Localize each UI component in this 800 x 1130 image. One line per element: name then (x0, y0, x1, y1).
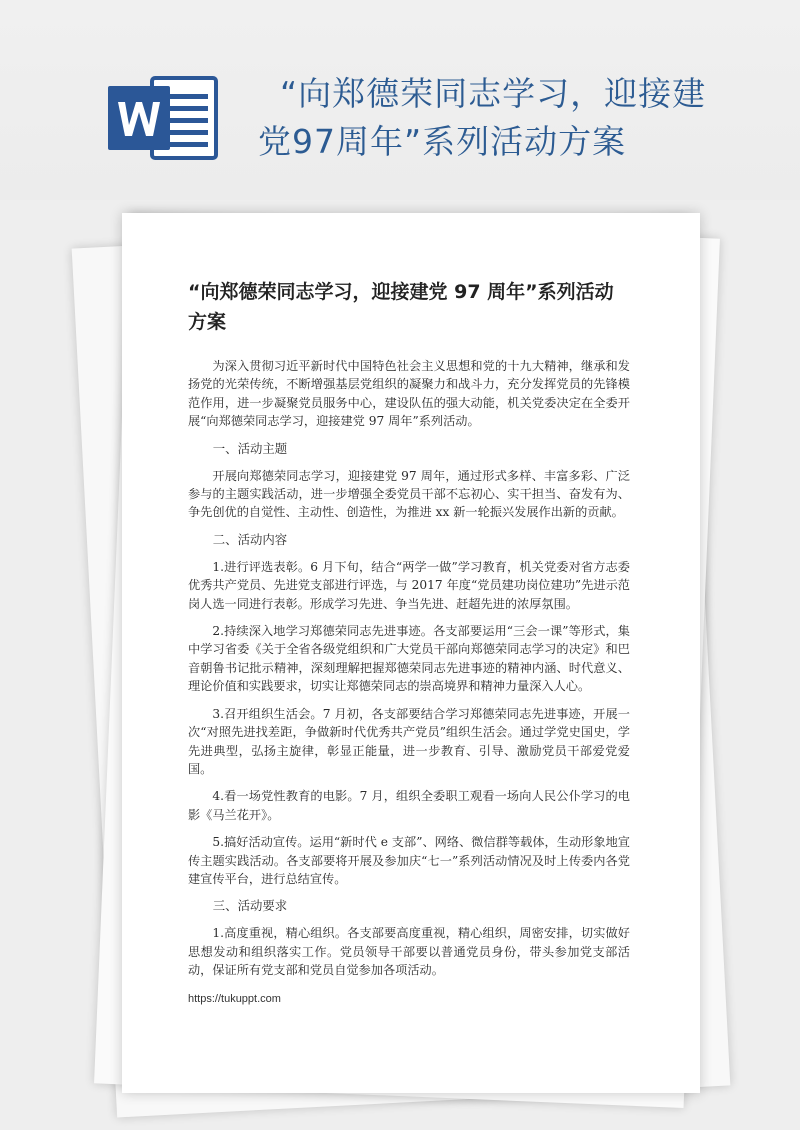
document-title: “向郑德荣同志学习，迎接建党 97 周年”系列活动方案 (188, 281, 614, 333)
header-banner (0, 0, 800, 200)
section-1-body: 开展向郑德荣同志学习，迎接建党 97 周年，通过形式多样、丰富多彩、广泛参与的主题实践活动，进一步增强全委党员干部不忘初心、实干担当、奋发有为、争先创优的自觉性、主动性、创造性，为推进 xx 新一轮振兴发展作出新的贡献。 (188, 468, 630, 520)
content-item-4: 4.看一场党性教育的电影。7 月，组织全委职工观看一场向人民公仆学习的电影《马兰花开》。 (188, 789, 630, 822)
section-1-heading: 一、活动主题 (212, 440, 288, 456)
content-item-1: 1.进行评选表彰。6 月下旬，结合“两学一做”学习教育，机关党委对省方志委优秀共产党员、先进党支部进行评选，与 2017 年度“党员建功岗位建功”先进示范岗人选一同进行表彰。形成学习先进、争当先进、赶超先进的浓厚氛围。 (188, 559, 630, 611)
header-title-line2: 党97周年”系列活动方案 (258, 122, 627, 161)
footer-url[interactable]: https://tukuppt.com (188, 993, 281, 1005)
header-title (258, 70, 728, 166)
section-3-heading: 三、活动要求 (212, 898, 288, 914)
content-item-3: 3.召开组织生活会。7 月初，各支部要结合学习郑德荣同志先进事迹，开展一次“对照先进找差距，争做新时代优秀共产党员”组织生活会。通过学党史国史，学先进典型，弘扬主旋律，彰显正能量，进一步教育、引导、激励党员干部爱党爱国。 (188, 706, 630, 776)
content-item-2: 2.持续深入地学习郑德荣同志先进事迹。各支部要运用“三会一课”等形式，集中学习省委《关于全省各级党组织和广大党员干部向郑德荣同志学习的决定》和巴音朝鲁书记批示精神，深刻理解把握郑德荣同志先进事迹的精神内涵、时代意义、理论价值和实践要求，切实让郑德荣同志的崇高境界和精神力量深入人心。 (188, 624, 630, 694)
header-title-line1: “向郑德荣同志学习，迎接建 (280, 74, 707, 113)
section-2-heading: 二、活动内容 (212, 531, 288, 547)
intro-paragraph: 为深入贯彻习近平新时代中国特色社会主义思想和党的十九大精神，继承和发扬党的光荣传统，不断增强基层党组织的凝聚力和战斗力，充分发挥党员的先锋模范作用，进一步凝聚党员服务中心，建设队伍的强大动能，机关党委决定在全委开展“向郑德荣同志学习，迎接建党 97 周年”系列活动。 (188, 359, 630, 429)
document-page (122, 213, 700, 1093)
content-item-5: 5.搞好活动宣传。运用“新时代 e 支部”、网络、微信群等载体，生动形象地宣传主题实践活动。各支部要将开展及参加庆“七一”系列活动情况及时上传委内各党建宣传平台，进行总结宣传。 (188, 835, 630, 886)
requirement-item-1: 1.高度重视，精心组织。各支部要高度重视，精心组织，周密安排，切实做好思想发动和组织落实工作。党员领导干部要以普通党员身份，带头参加党支部活动，保证所有党支部和党员自觉参加各项活动。 (188, 926, 630, 978)
word-document-icon (108, 74, 226, 162)
